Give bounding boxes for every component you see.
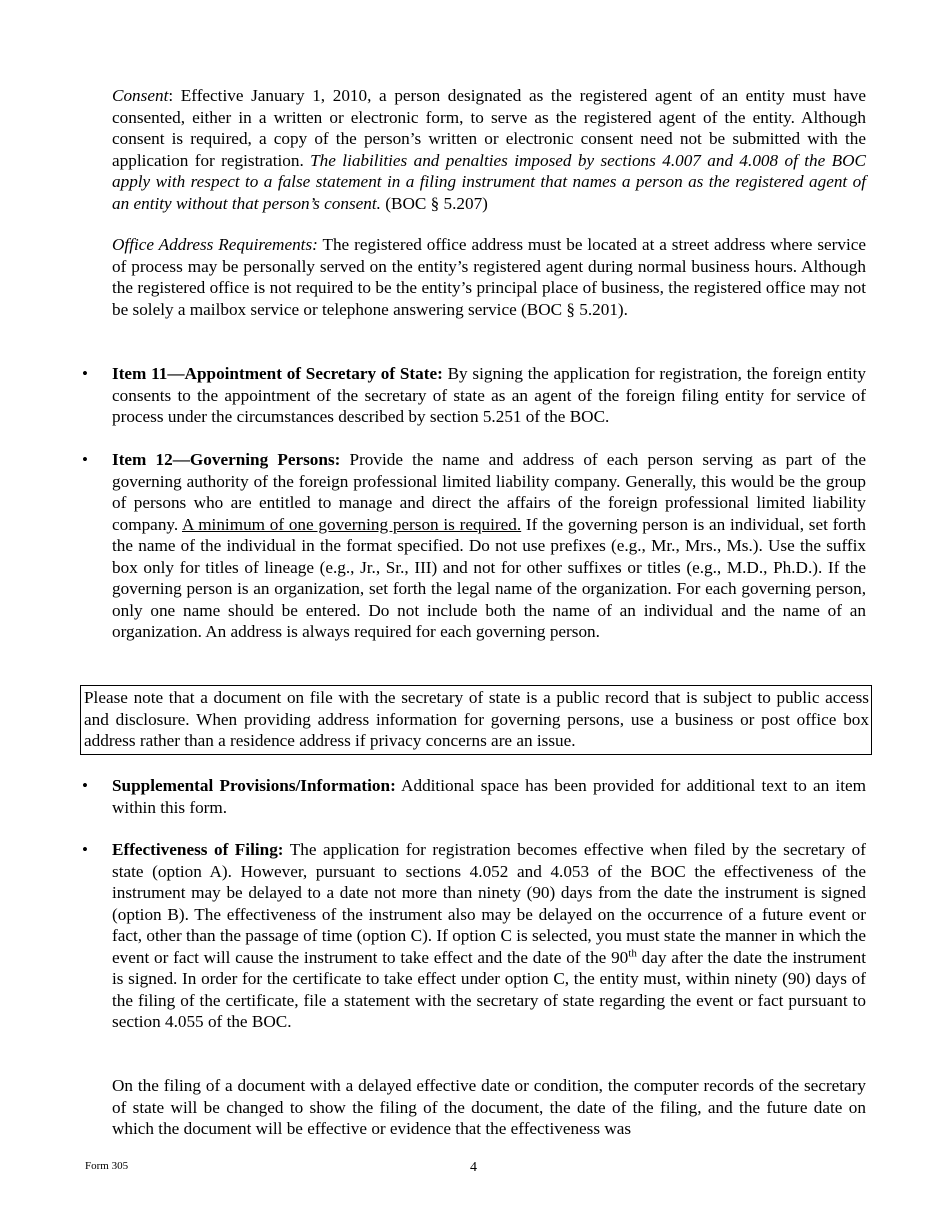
consent-paragraph bbox=[112, 85, 866, 214]
item11-bullet: • bbox=[82, 364, 88, 383]
form-number: Form 305 bbox=[85, 1160, 129, 1172]
consent-liability-text: The liabilities and penalties imposed by sections 4.007 and 4.008 of the BOC apply with respect to a false statement in a filing instrument that names a person as the registered agent of an entity without that person’s consent. bbox=[112, 150, 866, 213]
item11-text: By signing the application for registration, the foreign entity consents to the appointment of the secretary of state as an agent of the foreign filing entity for service of process under the circumstances described by section 5.251 of the BOC. bbox=[112, 364, 866, 426]
item11-heading: Item 11—Appointment of Secretary of State: bbox=[112, 364, 443, 383]
office-address-text: The registered office address must be located at a street address where service of process may be personally served on the entity’s registered agent during normal business hours. Although the registered office is not required to be the entity’s principal place of business, the registered office may not be solely a mailbox service or telephone answering service (BOC § 5.201). bbox=[112, 235, 866, 319]
consent-label: Consent bbox=[112, 86, 169, 105]
effectiveness-heading: Effectiveness of Filing: bbox=[112, 840, 284, 859]
office-address-paragraph bbox=[112, 234, 866, 320]
effectiveness-text-continued: day after the date the instrument is signed. In order for the certificate to take effect under option C, the entity must, within ninety (90) days of the filing of the certificate, file a statement with the secretary of state regarding the event or fact pursuant to section 4.055 of the BOC. bbox=[112, 947, 867, 1031]
effectiveness-text: The application for registration becomes effective when filed by the secretary of state (option A). However, pursuant to sections 4.052 and 4.053 of the BOC the effectiveness of the instrument may be delayed to a date not more than ninety (90) days from the date the instrument is signed (option B). The effectiveness of the instrument also may be delayed on the occurrence of a future event or fact, other than the passage of time (option C). If option C is selected, you must state the manner in which the event or fact will cause the instrument to take effect and the date of the 90 bbox=[112, 840, 866, 967]
consent-text: Effective January 1, 2010, a person designated as the registered agent of an entity must have consented, either in a written or electronic form, to serve as the registered agent of the entity. Although consent is required, a copy of the person’s written or electronic consent need not be submitted with the application for registration. bbox=[112, 86, 866, 170]
item12-bullet: • bbox=[82, 450, 88, 469]
item12-text-continued: If the governing person is an individual, set forth the name of the individual in the format specified. Do not use prefixes (e.g., Mr., Mrs., Ms.). Use the suffix box only for titles of lineage (e.g., Jr., Sr., III) and not for other suffixes or titles (e.g., M.D., Ph.D.). If the governing person is an organization, set forth the legal name of the organization. For each governing person, only one name should be entered. Do not include both the name of an individual and the name of an organization. An address is always required for each governing person. bbox=[112, 514, 866, 641]
item12-text: Provide the name and address of each person serving as part of the governing authority of the foreign professional limited liability company. Generally, this would be the group of persons who are entitled to manage and direct the affairs of the foreign professional limited liability company. bbox=[112, 450, 866, 534]
supplemental-paragraph bbox=[112, 775, 866, 818]
item11-paragraph bbox=[112, 363, 866, 428]
consent-colon: : bbox=[168, 86, 181, 105]
office-address-label: Office Address Requirements: bbox=[112, 235, 318, 254]
consent-citation: (BOC § 5.207) bbox=[380, 193, 488, 213]
item12-requirement: A minimum of one governing person is required. bbox=[181, 514, 522, 534]
effectiveness-paragraph bbox=[112, 839, 866, 1033]
ordinal-suffix: th bbox=[628, 946, 637, 959]
effectiveness-bullet: • bbox=[82, 840, 88, 859]
supplemental-text: Additional space has been provided for additional text to an item within this form. bbox=[112, 776, 867, 817]
privacy-notice-box: Please note that a document on file with the secretary of state is a public record that is subject to public access and disclosure. When providing address information for governing persons, use a business or post office box address rather than a residence address if privacy concerns are an issue. bbox=[80, 685, 872, 755]
supplemental-heading: Supplemental Provisions/Information: bbox=[112, 776, 396, 795]
supplemental-bullet: • bbox=[82, 776, 88, 795]
item12-heading: Item 12—Governing Persons: bbox=[112, 450, 341, 469]
item12-paragraph bbox=[112, 449, 866, 643]
delayed-filing-paragraph: On the filing of a document with a delayed effective date or condition, the computer records of the secretary of state will be changed to show the filing of the document, the date of the filing, and the future date on which the document will be effective or evidence that the effectiveness was bbox=[112, 1076, 866, 1138]
page-number: 4 bbox=[470, 1160, 477, 1175]
